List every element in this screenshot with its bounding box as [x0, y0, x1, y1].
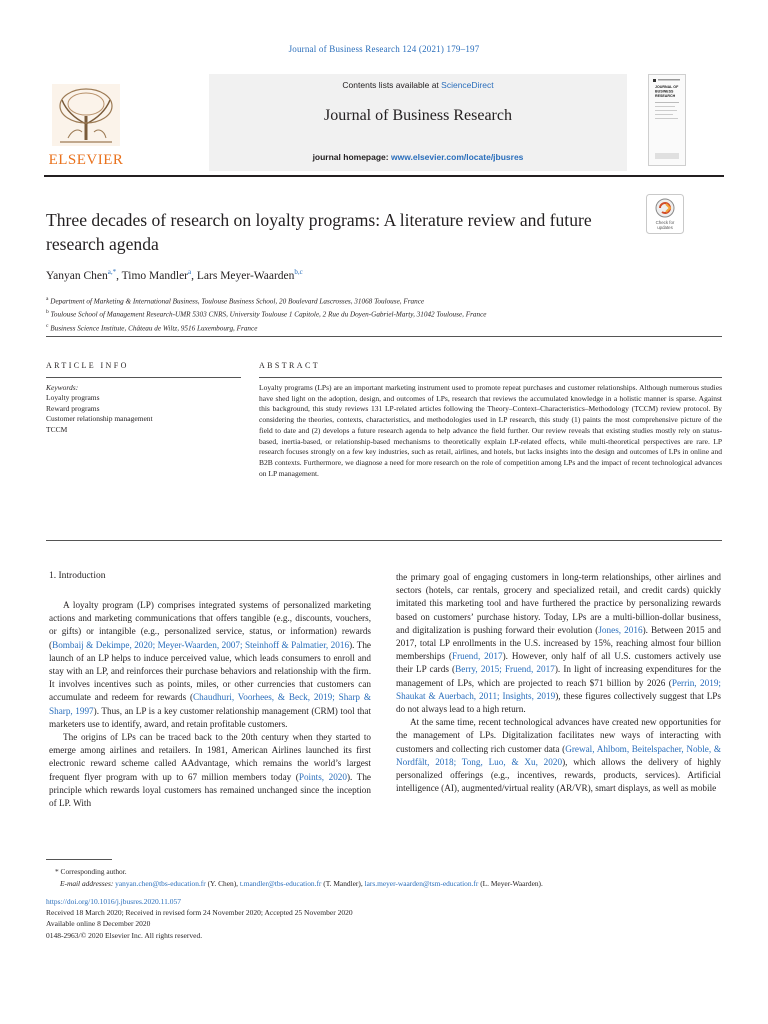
body-text: A loyalty program (LP) comprises integrated systems of personalized marketing actions and marketing communications that offers tangible (e.g., discounts, vouchers, or gifts) or intangible (e.g., personalized service, status, or information) rewards (: [49, 600, 371, 650]
body-text: ), these figures collectively suggest that LPs do not always lead to a high return.: [396, 690, 721, 715]
author-list: [46, 268, 303, 282]
homepage-label: journal homepage:: [312, 152, 391, 162]
affiliation-text: Toulouse School of Management Research-UMR 5303 CNRS, University Toulouse 1 Capitole, 2 Rue du Doyen-Gabriel-Marty, 31042 Toulouse, France: [50, 310, 487, 319]
email-owner: (Y. Chen),: [205, 878, 240, 888]
keyword-item: Reward programs: [46, 403, 100, 413]
author-name: Timo Mandler: [121, 269, 189, 282]
author-separator: ,: [116, 269, 122, 282]
check-for-updates-badge[interactable]: [646, 194, 684, 234]
author-name: Yanyan Chen: [46, 269, 108, 282]
corresponding-author-note: [46, 866, 736, 878]
citation-link[interactable]: Chaudhuri, Voorhees, & Beck, 2019; Sharp & Sharp, 1997: [49, 692, 371, 716]
available-online: Available online 8 December 2020: [46, 919, 151, 929]
paragraph: [396, 571, 721, 716]
homepage-link[interactable]: www.elsevier.com/locate/jbusres: [390, 152, 524, 162]
abstract-heading: ABSTRACT: [259, 361, 320, 370]
body-text: the primary goal of engaging customers in long-term relationships, other airlines and sectors (hotels, car rentals, grocery and specialized retail, and credit cards) quickly imitated this marketing tool and have furthered the practice by personalizing rewards based on customers’ purchase history. Today, LPs are a multi-billion-dollar business, and digitalization is pushing forward their evolution (: [396, 572, 721, 635]
article-info-heading: ARTICLE INFO: [46, 361, 129, 370]
keyword-item: Loyalty programs: [46, 393, 100, 403]
affiliation-item: [46, 321, 486, 334]
contents-prefix: Contents lists available at: [342, 80, 442, 90]
article-info-rule: [46, 377, 241, 378]
footnotes: [46, 866, 736, 890]
abstract-text: Loyalty programs (LPs) are an important marketing instrument used to promote repeat purchases and customer relationships. Although numerous studies have shed light on the adoption, design, and outcomes of LPs, research that reviews the accumulated knowledge in a holistic manner is sparse. Against this background, this study reviews 131 LP-related articles following the Theory–Context–Characteristics–Methodology (TCCM) review protocol. By considering the theories, contexts, characteristics, and methodologies used in LP research, this study (1) paints the most comprehensive picture of the field to date and (2) develops a future research agenda to help advance the field further. Our review reveals that existing studies mostly rely on status-based, inertia-based, or relationship-based mechanisms to theoretically explain LP-related effects, while multi-theoretical perspectives are rare. LP research focuses strongly on a few key industries, such as retail, airlines, and hotels, but lacks insights into the design and outcomes of LPs in online and B2B contexts. Furthermore, we diagnose a need for more research on the role of competition among LPs and the impact of recent technological advances on LP management.: [259, 383, 722, 478]
paragraph: [49, 599, 371, 731]
cover-title: JOURNAL OF BUSINESS RESEARCH: [655, 85, 679, 98]
body-text: ). However, only half of all U.S. customers actively use their LP cards (: [396, 651, 721, 675]
email-addresses: [46, 878, 736, 890]
citation-link[interactable]: Perrin, 2019; Shaukat & Auerbach, 2011; Insights, 2019: [396, 677, 721, 701]
body-text: ). The principle which rewards loyal customers has remained unchanged since the inception of LP. With: [49, 771, 371, 809]
abstract-end-divider: [46, 540, 722, 541]
email-link[interactable]: t.mandler@tbs-education.fr: [239, 878, 322, 888]
affiliation-item: [46, 294, 486, 307]
citation-link[interactable]: Bombaij & Dekimpe, 2020; Meyer-Waarden, 2007; Steinhoff & Palmatier, 2016: [52, 639, 350, 650]
body-text: ). The launch of an LP helps to induce perceived value, which leads consumers to enroll and stay with an LP, and reinforces their purchase behaviors and relationship with the firm. It involves incentives such as points, miles, or other currencies that customers can accumulate and redeem for rewards (: [49, 639, 371, 703]
journal-reference[interactable]: Journal of Business Research 124 (2021) 179–197: [288, 44, 480, 54]
paragraph: [396, 716, 721, 795]
email-link[interactable]: yanyan.chen@tbs-education.fr: [115, 878, 206, 888]
citation-link[interactable]: Berry, 2015; Fruend, 2017: [455, 664, 555, 675]
elsevier-logo[interactable]: [44, 80, 128, 168]
affiliation-mark: b: [46, 309, 49, 316]
keyword-item: TCCM: [46, 424, 68, 434]
abstract-rule: [259, 377, 722, 378]
keywords-list: [46, 383, 153, 435]
body-text: ), which allows the delivery of highly personalized offerings (e.g., incentives, rewards, products, services). Artificial intelligence (AI), augmented/virtual reality (AR/VR), smart displays, as well as mobile: [396, 756, 721, 794]
citation-link[interactable]: Fruend, 2017: [451, 651, 503, 662]
affiliation-text: Department of Marketing & International Business, Toulouse Business School, 20 Boulevard Lascrosses, 31068 Toulouse, France: [50, 297, 425, 306]
author-affil-mark[interactable]: b,c: [294, 268, 303, 276]
masthead-divider: [44, 175, 724, 177]
doi-link[interactable]: https://doi.org/10.1016/j.jbusres.2020.11.057: [46, 897, 182, 906]
author-separator: ,: [191, 269, 197, 282]
asterisk-mark: *: [55, 867, 61, 876]
body-text: ). Between 2015 and 2017, total LP enrollments in the U.S. increased by 15%, reaching almost four billion memberships (: [396, 624, 722, 662]
affiliations-divider: [46, 336, 722, 337]
publication-info: [46, 896, 353, 941]
journal-homepage-line: [209, 152, 627, 162]
email-owner: (L. Meyer-Waarden).: [478, 878, 543, 888]
publisher-wordmark: ELSEVIER: [48, 152, 124, 168]
citation-link[interactable]: Jones, 2016: [598, 624, 643, 635]
section-heading-introduction: 1. Introduction: [49, 571, 106, 581]
journal-cover-thumbnail[interactable]: [648, 74, 686, 166]
masthead-panel: [209, 74, 627, 171]
author-name: Lars Meyer-Waarden: [196, 269, 295, 282]
affiliation-mark: a: [46, 296, 49, 302]
citation-link[interactable]: Grewal, Ahlbom, Beitelspacher, Noble, & Nordfält, 2018; Tong, Luo, & Xu, 2020: [396, 743, 721, 767]
author-affil-mark[interactable]: a,*: [107, 268, 117, 276]
citation-link[interactable]: Points, 2020: [298, 771, 347, 782]
footnote-rule: [46, 859, 112, 860]
email-label: E-mail addresses:: [60, 878, 114, 888]
keywords-label: Keywords:: [46, 383, 79, 392]
body-text: The origins of LPs can be traced back to the 20th century when they started to emerge among airlines and retailers. In 1981, American Airlines launched its first electronic reward scheme called AAdvantage, which remains the world’s largest frequent flyer program with up to 67 million members today (: [49, 732, 371, 782]
journal-masthead: [44, 74, 724, 171]
affiliation-item: [46, 307, 486, 320]
journal-name: Journal of Business Research: [324, 107, 512, 124]
sciencedirect-link[interactable]: ScienceDirect: [441, 80, 494, 90]
author-affil-mark[interactable]: a: [188, 268, 192, 276]
copyright-line: 0148-2963/© 2020 Elsevier Inc. All rights reserved.: [46, 930, 203, 940]
body-text: ). Thus, an LP is a key customer relationship management (CRM) tool that marketers use to identify, award, and retain profitable customers.: [49, 705, 371, 729]
body-text: ). In light of increasing expenditures for the management of LPs, which are projected to reach $71 billion by 2026 (: [396, 664, 721, 688]
body-text: At the same time, recent technological advances have created new opportunities for the management of LPs. Digitalization facilitates new ways of interacting with customers and collecting rich customer data (: [396, 717, 721, 754]
keyword-item: Customer relationship management: [46, 414, 153, 424]
affiliation-mark: c: [46, 322, 49, 329]
check-updates-label: Check for updates: [655, 220, 675, 230]
paragraph: [49, 731, 371, 810]
affiliation-text: Business Science Institute, Château de Wiltz, 9516 Luxembourg, France: [50, 324, 258, 333]
history-dates: Received 18 March 2020; Received in revised form 24 November 2020; Accepted 25 November 2020: [46, 908, 353, 918]
body-column-left: [49, 599, 371, 810]
body-column-right: [396, 571, 721, 795]
affiliations: [46, 294, 486, 334]
email-link[interactable]: lars.meyer-waarden@tsm-education.fr: [364, 878, 479, 888]
article-title: Three decades of research on loyalty programs: A literature review and future research agenda: [46, 210, 592, 254]
contents-line: [209, 80, 627, 90]
email-owner: (T. Mandler),: [321, 878, 365, 888]
corresponding-label: Corresponding author.: [60, 867, 127, 876]
